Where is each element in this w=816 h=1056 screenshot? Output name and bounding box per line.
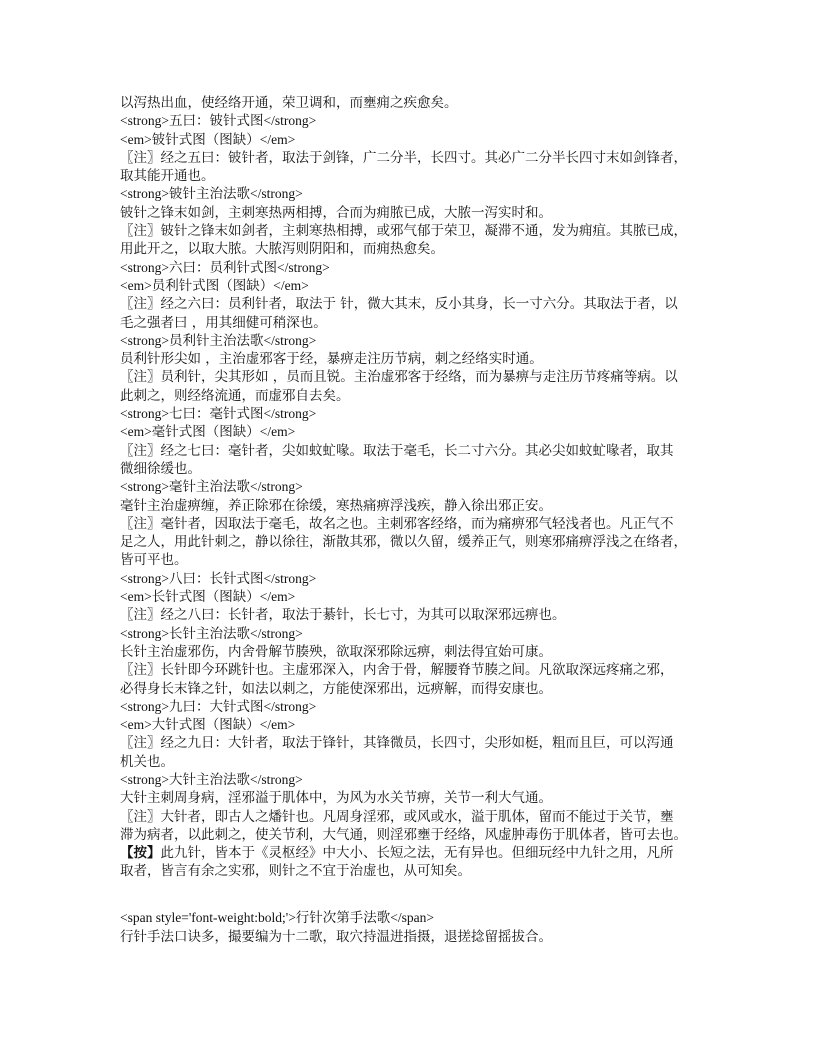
note-line: 〖注〗经之八曰：长针者，取法于綦针，长七寸，为其可以取深邪远痹也。: [120, 607, 566, 624]
song-heading-tag: <strong>铍针主治法歌</strong>: [120, 186, 303, 202]
section-heading-tag: <strong>九曰：大针式图</strong>: [120, 698, 317, 714]
song-heading-tag: <strong>毫针主治法歌</strong>: [120, 479, 303, 495]
song-heading-tag: <span style='font-weight:bold;'>行针次第手法歌</span>: [120, 910, 435, 926]
section-heading-tag: <strong>五曰：铍针式图</strong>: [120, 113, 317, 129]
section-heading-tag: <strong>七曰：毫针式图</strong>: [120, 406, 317, 422]
note-line: 此刺之，则经络流通，而虚邪自去矣。: [120, 387, 350, 404]
section-heading-tag: <strong>六曰：员利针式图</strong>: [120, 259, 330, 275]
song-heading-tag: <strong>大针主治法歌</strong>: [120, 771, 303, 787]
commentary-line: [120, 844, 710, 862]
note-line: 〖注〗大针者，即古人之燔针也。凡周身淫邪，或风或水，溢于肌体，留而不能过于关节，壅: [120, 808, 674, 825]
note-line: 滞为病者，以此刺之，使关节利，大气通，则淫邪壅于经络，风虚肿毒伤于肌体者，皆可去也。: [120, 826, 687, 843]
commentary-line: 取者，皆言有余之实邪，则针之不宜于治虚也，从可知矣。: [120, 863, 471, 880]
note-line: 〖注〗毫针者，因取法于毫毛，故名之也。主刺邪客经络，而为痛痹邪气轻浅者也。凡正气不: [120, 515, 674, 532]
document-page: [120, 94, 710, 946]
commentary-text: 此九针，皆本于《灵枢经》中大小、长短之法，无有异也。但细玩经中九针之用，凡所: [160, 845, 674, 862]
figure-missing-tag: <em>大针式图（图缺）</em>: [120, 717, 296, 733]
commentary-label: 【按】: [120, 845, 161, 862]
verse-line: 毫针主治虚痹缠，养正除邪在徐缓，寒热痛痹浮浅疾，静入徐出邪正安。: [120, 497, 552, 514]
verse-line: 铍针之锋末如剑，主刺寒热两相搏，合而为痈脓已成，大脓一泻实时和。: [120, 204, 552, 221]
section-heading-tag: <strong>八曰：长针式图</strong>: [120, 570, 317, 586]
verse-line: 行针手法口诀多，撮要编为十二歌，取穴持温进指摄，退搓捻留摇拔合。: [120, 928, 552, 945]
note-line: 机关也。: [120, 753, 174, 770]
note-line: 取其能开通也。: [120, 168, 215, 185]
verse-line: 长针主治虚邪伤，内舍骨解节腠殃，欲取深邪除远痹，刺法得宜始可康。: [120, 643, 552, 660]
note-line: 〖注〗长针即今环跳针也。主虚邪深入，内舍于骨，解腰脊节腠之间。凡欲取深远疼痛之邪，: [120, 662, 674, 679]
note-line: 足之人，用此针刺之，静以徐往，渐散其邪，微以久留，缓养正气，则寒邪痛痹浮浅之在络者，: [120, 534, 687, 551]
verse-line: 大针主刺周身病，淫邪溢于肌体中，为风为水关节痹，关节一利大气通。: [120, 790, 552, 807]
note-line: 微细徐缓也。: [120, 460, 201, 477]
note-line: 毛之强者曰 ，用其细健可稍深也。: [120, 314, 327, 331]
note-line: 用此开之，以取大脓。大脓泻则阴阳和，而痈热愈矣。: [120, 241, 444, 258]
figure-missing-tag: <em>铍针式图（图缺）</em>: [120, 131, 296, 147]
paragraph-gap: [120, 881, 710, 910]
verse-line: 员利针形尖如 ，主治虚邪客于经，暴痹走注历节病，刺之经络实时通。: [120, 351, 543, 368]
song-heading-tag: <strong>员利针主治法歌</strong>: [120, 332, 317, 348]
note-line: 〖注〗经之六曰：员利针者，取法于 针，微大其末，反小其身，长一寸六分。其取法于者，以: [120, 296, 678, 313]
song-heading-tag: <strong>长针主治法歌</strong>: [120, 625, 303, 641]
note-line: 必得身长末锋之针，如法以刺之，方能使深邪出，远痹解，而得安康也。: [120, 680, 552, 697]
note-line: 〖注〗经之七曰：毫针者，尖如蚊虻喙。取法于毫毛，长二寸六分。其必尖如蚊虻喙者，取其: [120, 442, 674, 459]
figure-missing-tag: <em>毫针式图（图缺）</em>: [120, 424, 296, 440]
note-line: 皆可平也。: [120, 552, 188, 569]
note-line: 〖注〗员利针，尖其形如 ，员而且锐。主治虚邪客于经络，而为暴痹与走注历节疼痛等病。以: [120, 369, 678, 386]
figure-missing-tag: <em>员利针式图（图缺）</em>: [120, 277, 309, 293]
note-line: 〖注〗经之九日：大针者，取法于锋针，其锋微员，长四寸，尖形如梃，粗而且巨，可以泻通: [120, 735, 674, 752]
note-line: 〖注〗经之五曰：铍针者，取法于剑锋，广二分半，长四寸。其必广二分半长四寸末如剑锋者，: [120, 149, 687, 166]
figure-missing-tag: <em>长针式图（图缺）</em>: [120, 589, 296, 605]
body-line: 以泻热出血，使经络开通，荣卫调和，而壅痈之疾愈矣。: [120, 95, 458, 111]
note-line: 〖注〗铍针之锋末如剑者，主刺寒热相搏，或邪气郁于荣卫，凝滞不通，发为痈疽。其脓已成，: [120, 223, 687, 240]
